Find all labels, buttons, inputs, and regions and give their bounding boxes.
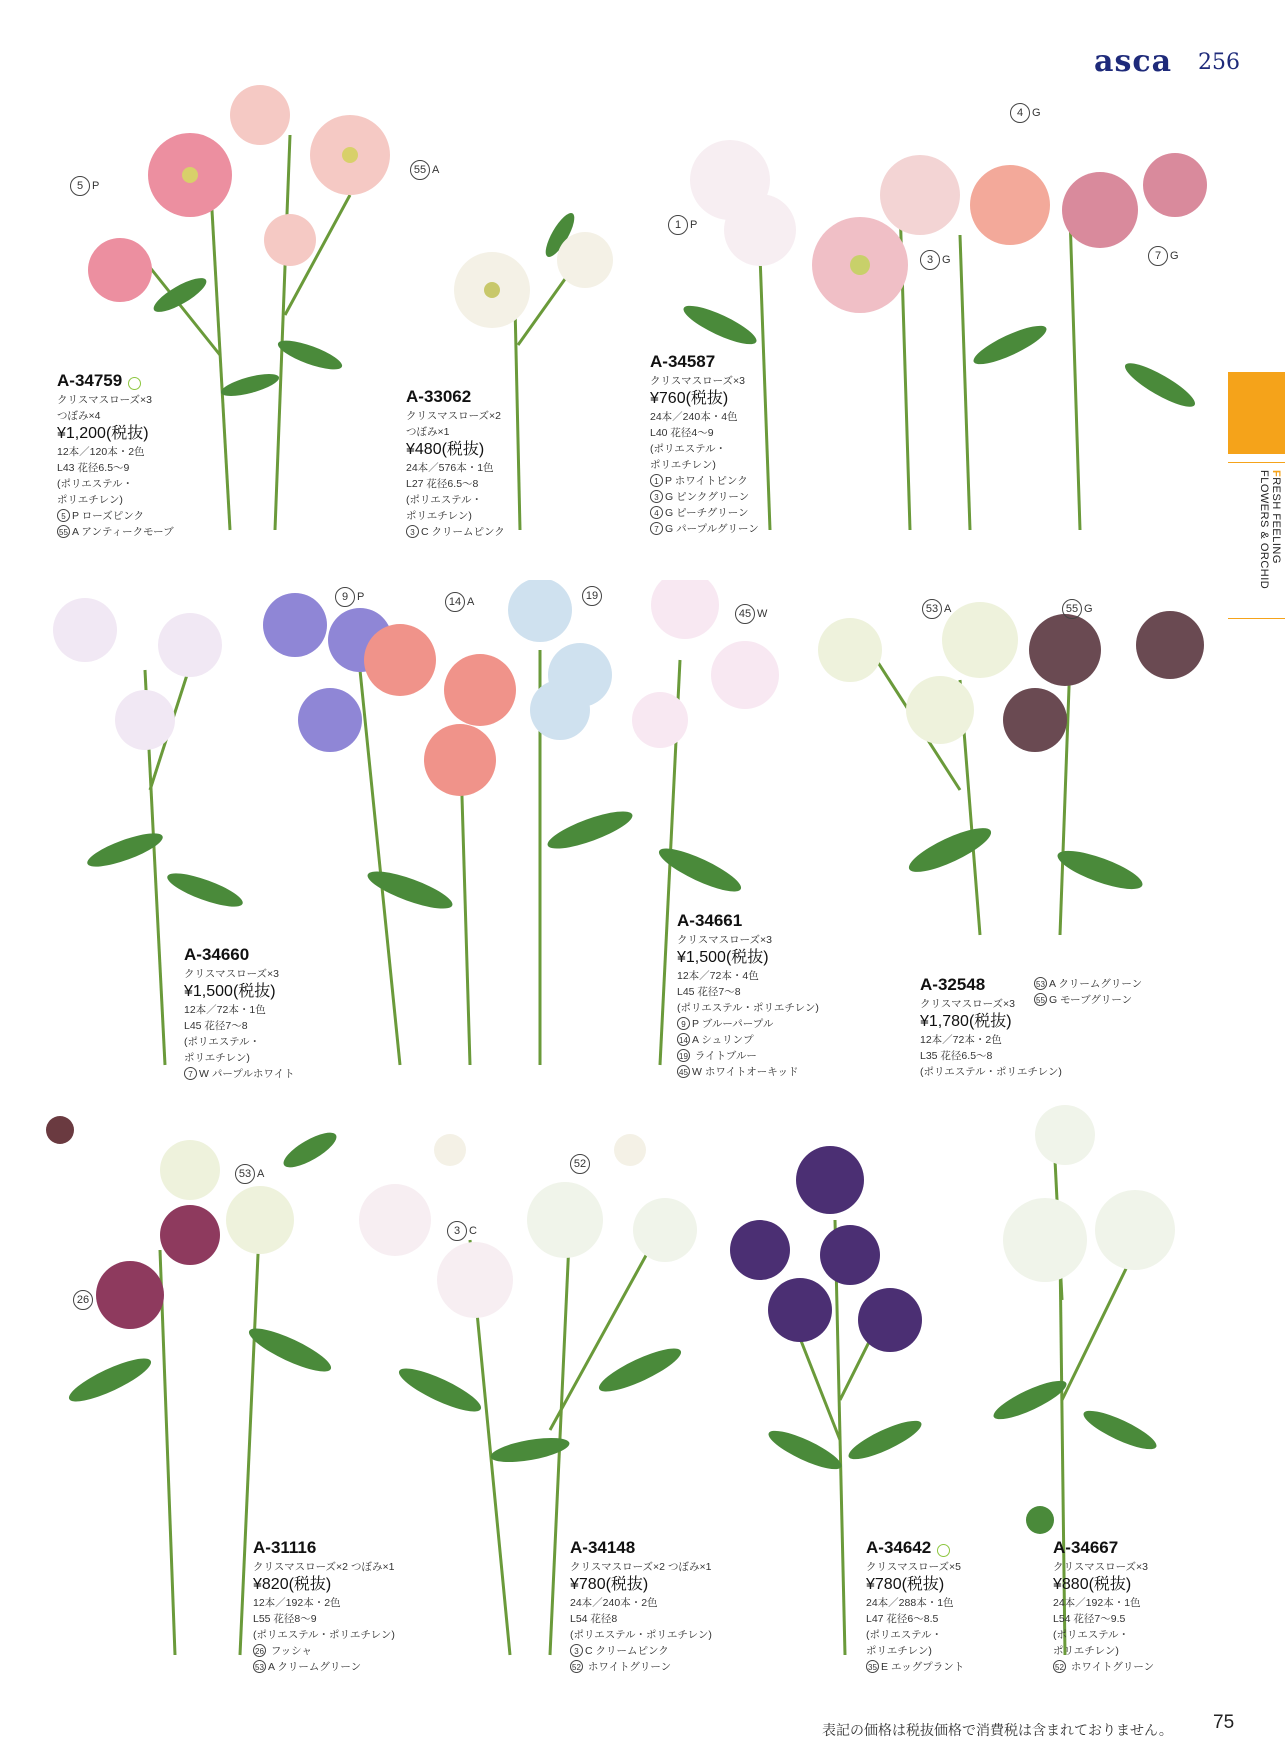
color-name: シュリンプ: [701, 1034, 754, 1046]
product-price: ¥780(税抜): [866, 1576, 945, 1593]
color-number: 4: [650, 506, 663, 519]
color-number: 55: [1034, 993, 1047, 1006]
product-spec: (ポリエステル・: [650, 443, 727, 455]
color-option: [1053, 1659, 1154, 1675]
product-code-row: [57, 370, 174, 392]
product-block: [650, 351, 759, 537]
product-spec: (ポリエステル・: [57, 478, 134, 490]
section-label-initial: F: [1270, 470, 1282, 478]
product-code: A-32548: [920, 975, 986, 994]
product-code: A-34642: [866, 1538, 932, 1557]
color-option: [1034, 992, 1142, 1008]
color-name: モーブグリーン: [1060, 994, 1133, 1006]
product-code: A-33062: [406, 387, 472, 406]
color-option: [570, 1659, 712, 1675]
color-number: 7: [1148, 246, 1168, 266]
product-desc: クリスマスローズ×2: [406, 410, 502, 422]
product-code: A-34587: [650, 352, 716, 371]
color-number: 26: [73, 1290, 93, 1310]
color-letter: G: [1170, 250, 1179, 262]
section-divider: [1228, 462, 1285, 463]
product-spec: ポリエチレン): [184, 1052, 250, 1064]
color-number: 55: [410, 160, 430, 180]
product-desc: クリスマスローズ×3: [650, 375, 746, 387]
product-spec: (ポリエステル・ポリエチレン): [570, 1629, 712, 1641]
color-option: [184, 1066, 295, 1082]
product-spec: (ポリエステル・: [1053, 1629, 1130, 1641]
color-option: [1034, 976, 1142, 992]
color-letter: P: [692, 1018, 699, 1030]
color-number: 52: [1053, 1660, 1066, 1673]
color-callout: [335, 587, 364, 607]
color-number: 19: [677, 1049, 690, 1062]
color-number: 5: [57, 509, 70, 522]
color-number: 53: [253, 1660, 266, 1673]
color-number: 1: [668, 215, 688, 235]
color-name: ピーチグリーン: [676, 507, 749, 519]
color-letter: A: [257, 1168, 265, 1180]
product-desc: クリスマスローズ×3: [677, 934, 773, 946]
color-number: 19: [582, 586, 602, 606]
color-name: パープルグリーン: [676, 523, 759, 535]
product-desc: クリスマスローズ×2 つぼみ×1: [570, 1561, 712, 1573]
product-code: A-34148: [570, 1538, 636, 1557]
color-letter: C: [585, 1645, 593, 1657]
color-option: [57, 508, 174, 524]
color-number: 1: [650, 474, 663, 487]
color-letter: C: [421, 526, 429, 538]
color-option: [677, 1032, 819, 1048]
color-name: クリームピンク: [595, 1645, 669, 1657]
product-price: ¥1,500(税抜): [677, 949, 769, 966]
color-number: 9: [677, 1017, 690, 1030]
color-letter: A: [268, 1661, 275, 1673]
catalog-page-number: 256: [1198, 50, 1240, 75]
product-price: ¥780(税抜): [570, 1576, 649, 1593]
color-name: ホワイトピンク: [674, 475, 748, 487]
color-name: ホワイトグリーン: [587, 1661, 672, 1673]
color-name: エッグプラント: [890, 1661, 965, 1673]
color-letter: G: [1049, 994, 1058, 1006]
color-letter: G: [665, 523, 674, 535]
color-number: 53: [235, 1164, 255, 1184]
color-number: 35: [866, 1660, 879, 1673]
color-letter: G: [1032, 107, 1041, 119]
color-option: [866, 1659, 964, 1675]
color-number: 3: [920, 250, 940, 270]
color-number: 7: [650, 522, 663, 535]
color-letter: G: [665, 507, 674, 519]
product-block: [1053, 1537, 1154, 1675]
product-block: [253, 1537, 395, 1675]
color-name: フッシャ: [270, 1645, 312, 1657]
color-letter: P: [690, 219, 698, 231]
section-label-line2: FLOWERS & ORCHID: [1258, 470, 1270, 590]
product-spec: ポリエチレン): [406, 510, 472, 522]
color-letter: P: [357, 591, 365, 603]
color-callout: [1062, 599, 1093, 619]
color-name: ホワイトグリーン: [1070, 1661, 1155, 1673]
product-spec: L40 花径4〜9: [650, 427, 714, 439]
color-option: [650, 489, 759, 505]
color-callout: [447, 1221, 477, 1241]
product-code-row: [866, 1537, 964, 1559]
color-number: 55: [57, 525, 70, 538]
color-letter: W: [692, 1066, 702, 1078]
product-desc: クリスマスローズ×3: [920, 998, 1016, 1010]
color-number: 3: [447, 1221, 467, 1241]
color-number: 45: [677, 1065, 690, 1078]
product-code: A-31116: [253, 1538, 317, 1557]
product-spec: (ポリエステル・ポリエチレン): [677, 1002, 819, 1014]
product-code: A-34660: [184, 945, 250, 964]
color-letter: A: [432, 164, 440, 176]
product-spec: 24本／240本・2色: [570, 1597, 658, 1609]
product-spec: 24本／192本・1色: [1053, 1597, 1141, 1609]
product-block: [184, 944, 295, 1082]
color-name: パープルホワイト: [211, 1068, 295, 1080]
color-number: 7: [184, 1067, 197, 1080]
color-letter: A: [944, 603, 952, 615]
product-spec: 12本／120本・2色: [57, 446, 145, 458]
color-number: 9: [335, 587, 355, 607]
color-option: [677, 1064, 819, 1080]
color-callout: [73, 1290, 95, 1310]
color-name: アンティークモーブ: [81, 526, 174, 538]
color-callout: [445, 592, 474, 612]
color-callout: [1148, 246, 1179, 266]
color-option: [650, 473, 759, 489]
color-callout: [70, 176, 99, 196]
product-code: A-34667: [1053, 1538, 1119, 1557]
product-desc: クリスマスローズ×3: [1053, 1561, 1149, 1573]
product-desc: クリスマスローズ×5: [866, 1561, 962, 1573]
page-number: 75: [1213, 1712, 1235, 1733]
product-price: ¥760(税抜): [650, 390, 729, 407]
product-spec: (ポリエステル・ポリエチレン): [920, 1066, 1062, 1078]
color-number: 3: [570, 1644, 583, 1657]
tax-note: 表記の価格は税抜価格で消費税は含まれておりません。: [822, 1722, 1173, 1738]
product-desc: クリスマスローズ×2 つぼみ×1: [253, 1561, 395, 1573]
color-option: [650, 505, 759, 521]
color-number: 52: [570, 1154, 590, 1174]
product-spec: L54 花径8: [570, 1613, 618, 1625]
color-option: [650, 521, 759, 537]
color-name: ホワイトオーキッド: [704, 1066, 799, 1078]
color-callout: [668, 215, 697, 235]
product-price: ¥820(税抜): [253, 1576, 332, 1593]
color-callout: [235, 1164, 264, 1184]
product-desc: クリスマスローズ×3: [57, 394, 153, 406]
section-label-line1: RESH FEELING: [1270, 477, 1282, 564]
color-letter: P: [665, 475, 672, 487]
color-letter: P: [72, 510, 79, 522]
product-spec: ポリエチレン): [1053, 1645, 1119, 1657]
product-block: [406, 386, 505, 540]
product-spec: (ポリエステル・: [184, 1036, 261, 1048]
color-letter: G: [1084, 603, 1093, 615]
product-spec: L47 花径6〜8.5: [866, 1613, 939, 1625]
color-number: 5: [70, 176, 90, 196]
product-spec: ポリエチレン): [866, 1645, 932, 1657]
color-name: ライトブルー: [694, 1050, 757, 1062]
color-letter: G: [665, 491, 674, 503]
color-letter: A: [467, 596, 475, 608]
color-option: [57, 524, 174, 540]
product-spec: 24本／576本・1色: [406, 462, 494, 474]
product-price: ¥880(税抜): [1053, 1576, 1132, 1593]
product-spec: 12本／72本・4色: [677, 970, 759, 982]
product-block: [677, 910, 819, 1080]
color-letter: A: [1049, 978, 1056, 990]
color-number: 4: [1010, 103, 1030, 123]
product-spec: (ポリエステル・: [866, 1629, 943, 1641]
product-spec: L27 花径6.5〜8: [406, 478, 479, 490]
product-spec: L54 花径7〜9.5: [1053, 1613, 1126, 1625]
color-number: 52: [570, 1660, 583, 1673]
product-desc: つぼみ×1: [406, 426, 450, 438]
product-spec: L45 花径7〜8: [677, 986, 741, 998]
product-desc: つぼみ×4: [57, 410, 101, 422]
color-letter: C: [469, 1225, 477, 1237]
product-spec: 12本／192本・2色: [253, 1597, 341, 1609]
color-option: [253, 1643, 395, 1659]
product-block: [57, 370, 174, 540]
color-callout: [1010, 103, 1041, 123]
product-spec: (ポリエステル・: [406, 494, 483, 506]
o-mark-icon: [128, 377, 141, 390]
product-block: [866, 1537, 964, 1675]
product-spec: 12本／72本・1色: [184, 1004, 266, 1016]
product-spec: 12本／72本・2色: [920, 1034, 1002, 1046]
color-letter: G: [942, 254, 951, 266]
color-number: 53: [922, 599, 942, 619]
product-spec: L55 花径8〜9: [253, 1613, 317, 1625]
color-number: 45: [735, 604, 755, 624]
brand-logo: asca: [1094, 44, 1173, 79]
product-price: ¥480(税抜): [406, 441, 485, 458]
product-spec: ポリエチレン): [650, 459, 716, 471]
color-number: 3: [406, 525, 419, 538]
color-options: [1034, 976, 1142, 1008]
color-option: [253, 1659, 395, 1675]
section-divider: [1228, 618, 1285, 619]
color-name: ブルーパープル: [701, 1018, 774, 1030]
color-name: ピンクグリーン: [676, 491, 750, 503]
product-code: A-34661: [677, 911, 743, 930]
o-mark-icon: [937, 1544, 950, 1557]
color-number: 55: [1062, 599, 1082, 619]
product-spec: ポリエチレン): [57, 494, 123, 506]
product-spec: L35 花径6.5〜8: [920, 1050, 993, 1062]
color-number: 3: [650, 490, 663, 503]
color-option: [677, 1048, 819, 1064]
product-spec: 24本／288本・1色: [866, 1597, 954, 1609]
product-block: [570, 1537, 712, 1675]
color-callout: [735, 604, 767, 624]
color-name: ローズピンク: [81, 510, 145, 522]
color-option: [677, 1016, 819, 1032]
product-spec: L43 花径6.5〜9: [57, 462, 130, 474]
product-price: ¥1,200(税抜): [57, 425, 149, 442]
color-letter: W: [199, 1068, 209, 1080]
section-tab: [1228, 372, 1285, 454]
color-letter: E: [881, 1661, 889, 1673]
color-number: 14: [445, 592, 465, 612]
color-number: 26: [253, 1644, 266, 1657]
color-name: クリームグリーン: [1058, 978, 1143, 990]
color-name: クリームピンク: [431, 526, 505, 538]
color-number: 53: [1034, 977, 1047, 990]
product-desc: クリスマスローズ×3: [184, 968, 280, 980]
color-callout: [410, 160, 439, 180]
color-letter: P: [92, 180, 100, 192]
color-callout: [922, 599, 951, 619]
product-price: ¥1,500(税抜): [184, 983, 276, 1000]
color-name: クリームグリーン: [277, 1661, 362, 1673]
product-spec: (ポリエステル・ポリエチレン): [253, 1629, 395, 1641]
color-letter: A: [72, 526, 79, 538]
flower-image-a32548: [810, 590, 1220, 940]
product-price: ¥1,780(税抜): [920, 1013, 1012, 1030]
color-callout: [582, 586, 604, 606]
color-option: [570, 1643, 712, 1659]
product-spec: 24本／240本・4色: [650, 411, 738, 423]
color-letter: A: [692, 1034, 699, 1046]
product-code: A-34759: [57, 371, 123, 390]
product-spec: L45 花径7〜8: [184, 1020, 248, 1032]
color-letter: W: [757, 608, 768, 620]
section-label: [1258, 470, 1282, 589]
color-number: 14: [677, 1033, 690, 1046]
color-callout: [920, 250, 951, 270]
color-callout: [570, 1154, 592, 1174]
color-option: [406, 524, 505, 540]
